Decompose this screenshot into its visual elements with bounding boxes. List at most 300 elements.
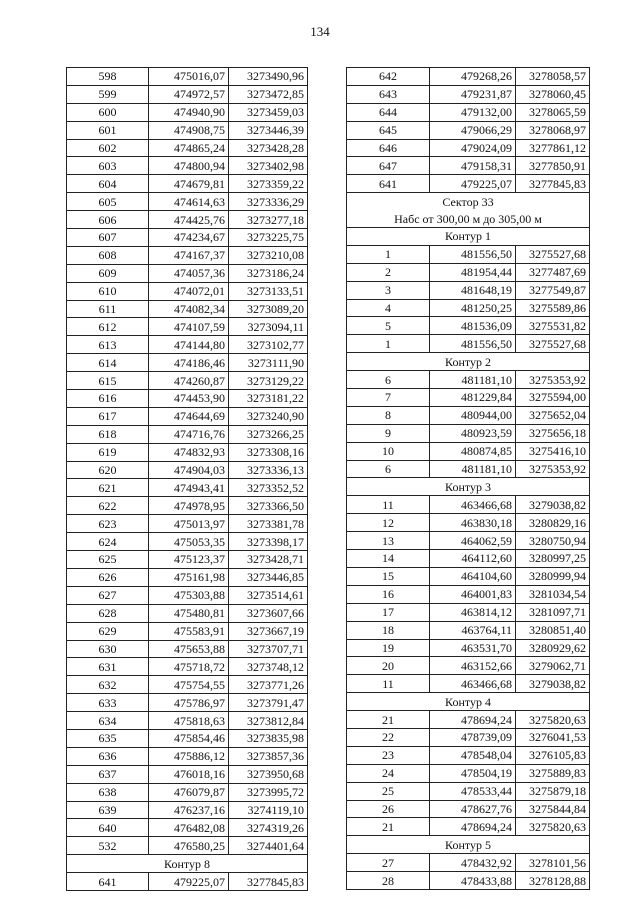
table-row: [347, 711, 590, 729]
x-coordinate-cell: 474453,90: [149, 390, 229, 408]
table-row: [347, 800, 590, 818]
table-row: [347, 567, 590, 585]
x-coordinate-cell: 475786,97: [149, 694, 229, 712]
y-coordinate-cell: 3273277,18: [229, 211, 308, 229]
table-row: [67, 425, 308, 443]
y-coordinate-cell: 3277549,87: [516, 281, 590, 299]
table-row: [67, 282, 308, 300]
y-coordinate-cell: 3280851,40: [516, 621, 590, 639]
y-coordinate-cell: 3273089,20: [229, 300, 308, 318]
y-coordinate-cell: 3275353,92: [516, 460, 590, 478]
table-row: [67, 85, 308, 103]
table-row: [347, 245, 590, 263]
table-row: [347, 299, 590, 317]
x-coordinate-cell: 475480,81: [149, 604, 229, 622]
x-coordinate-cell: 474082,34: [149, 300, 229, 318]
point-number-cell: 599: [67, 85, 149, 103]
point-number-cell: 6: [347, 371, 430, 389]
x-coordinate-cell: 475754,55: [149, 676, 229, 694]
point-number-cell: 6: [347, 460, 430, 478]
y-coordinate-cell: 3273995,72: [229, 783, 308, 801]
x-coordinate-cell: 474644,69: [149, 407, 229, 425]
x-coordinate-cell: 475303,88: [149, 586, 229, 604]
y-coordinate-cell: 3281097,71: [516, 603, 590, 621]
table-row: [347, 585, 590, 603]
y-coordinate-cell: 3273707,71: [229, 640, 308, 658]
point-number-cell: 621: [67, 479, 149, 497]
x-coordinate-cell: 476237,16: [149, 801, 229, 819]
y-coordinate-cell: 3277845,83: [516, 175, 590, 193]
y-coordinate-cell: 3273102,77: [229, 336, 308, 354]
y-coordinate-cell: 3279038,82: [516, 496, 590, 514]
y-coordinate-cell: 3274319,26: [229, 819, 308, 837]
point-number-cell: 635: [67, 729, 149, 747]
point-number-cell: 21: [347, 711, 430, 729]
y-coordinate-cell: 3273094,11: [229, 318, 308, 336]
point-number-cell: 20: [347, 657, 430, 675]
point-number-cell: 630: [67, 640, 149, 658]
point-number-cell: 633: [67, 694, 149, 712]
point-number-cell: 616: [67, 390, 149, 408]
point-number-cell: 613: [67, 336, 149, 354]
table-row: [67, 479, 308, 497]
y-coordinate-cell: 3273366,50: [229, 497, 308, 515]
table-row: [67, 443, 308, 461]
point-number-cell: 607: [67, 229, 149, 247]
x-coordinate-cell: 475123,37: [149, 551, 229, 569]
y-coordinate-cell: 3280997,25: [516, 550, 590, 568]
y-coordinate-cell: 3275820,63: [516, 711, 590, 729]
table-row: [67, 873, 308, 891]
point-number-cell: 604: [67, 175, 149, 193]
x-coordinate-cell: 481954,44: [430, 263, 516, 281]
section-header-row: [347, 693, 590, 711]
table-row: [347, 68, 590, 86]
x-coordinate-cell: 475161,98: [149, 568, 229, 586]
point-number-cell: 645: [347, 121, 430, 139]
y-coordinate-cell: 3277487,69: [516, 263, 590, 281]
point-number-cell: 610: [67, 282, 149, 300]
point-number-cell: 620: [67, 461, 149, 479]
section-header-row: [347, 478, 590, 496]
table-row: [347, 872, 590, 890]
y-coordinate-cell: 3273514,61: [229, 586, 308, 604]
y-coordinate-cell: 3275652,04: [516, 406, 590, 424]
y-coordinate-cell: 3273607,66: [229, 604, 308, 622]
point-number-cell: 602: [67, 139, 149, 157]
x-coordinate-cell: 474072,01: [149, 282, 229, 300]
table-row: [67, 157, 308, 175]
y-coordinate-cell: 3275820,63: [516, 818, 590, 836]
point-number-cell: 1: [347, 335, 430, 353]
x-coordinate-cell: 474908,75: [149, 121, 229, 139]
x-coordinate-cell: 474943,41: [149, 479, 229, 497]
point-number-cell: 626: [67, 568, 149, 586]
point-number-cell: 22: [347, 728, 430, 746]
y-coordinate-cell: 3273667,19: [229, 622, 308, 640]
x-coordinate-cell: 474978,95: [149, 497, 229, 515]
section-header-row: [347, 210, 590, 227]
x-coordinate-cell: 479024,09: [430, 139, 516, 157]
table-row: [347, 335, 590, 353]
section-header-cell: Контур 4: [347, 693, 590, 711]
y-coordinate-cell: 3277850,91: [516, 157, 590, 175]
y-coordinate-cell: 3273446,85: [229, 568, 308, 586]
x-coordinate-cell: 481229,84: [430, 389, 516, 407]
point-number-cell: 12: [347, 514, 430, 532]
table-row: [67, 837, 308, 855]
point-number-cell: 18: [347, 621, 430, 639]
y-coordinate-cell: 3273402,98: [229, 157, 308, 175]
point-number-cell: 4: [347, 299, 430, 317]
table-row: [67, 354, 308, 372]
x-coordinate-cell: 474865,24: [149, 139, 229, 157]
y-coordinate-cell: 3273381,78: [229, 515, 308, 533]
y-coordinate-cell: 3280999,94: [516, 567, 590, 585]
x-coordinate-cell: 475583,91: [149, 622, 229, 640]
y-coordinate-cell: 3278060,45: [516, 85, 590, 103]
x-coordinate-cell: 463814,12: [430, 603, 516, 621]
point-number-cell: 14: [347, 550, 430, 568]
y-coordinate-cell: 3275527,68: [516, 335, 590, 353]
point-number-cell: 611: [67, 300, 149, 318]
table-row: [347, 263, 590, 281]
table-row: [67, 729, 308, 747]
x-coordinate-cell: 476482,08: [149, 819, 229, 837]
y-coordinate-cell: 3275353,92: [516, 371, 590, 389]
table-row: [347, 639, 590, 657]
x-coordinate-cell: 478694,24: [430, 711, 516, 729]
y-coordinate-cell: 3273446,39: [229, 121, 308, 139]
y-coordinate-cell: 3273133,51: [229, 282, 308, 300]
y-coordinate-cell: 3273835,98: [229, 729, 308, 747]
table-row: [347, 603, 590, 621]
y-coordinate-cell: 3274401,64: [229, 837, 308, 855]
table-row: [67, 68, 308, 86]
point-number-cell: 609: [67, 264, 149, 282]
point-number-cell: 632: [67, 676, 149, 694]
point-number-cell: 641: [347, 175, 430, 193]
x-coordinate-cell: 475013,97: [149, 515, 229, 533]
y-coordinate-cell: 3273111,90: [229, 354, 308, 372]
point-number-cell: 634: [67, 712, 149, 730]
point-number-cell: 617: [67, 407, 149, 425]
x-coordinate-cell: 481181,10: [430, 371, 516, 389]
x-coordinate-cell: 479158,31: [430, 157, 516, 175]
section-header-cell: Контур 5: [347, 836, 590, 854]
y-coordinate-cell: 3280929,62: [516, 639, 590, 657]
table-row: [67, 264, 308, 282]
table-row: [347, 157, 590, 175]
table-row: [347, 317, 590, 335]
y-coordinate-cell: 3275844,84: [516, 800, 590, 818]
table-row: [347, 85, 590, 103]
point-number-cell: 637: [67, 765, 149, 783]
point-number-cell: 1: [347, 245, 430, 263]
table-row: [347, 389, 590, 407]
point-number-cell: 26: [347, 800, 430, 818]
x-coordinate-cell: 478548,04: [430, 746, 516, 764]
x-coordinate-cell: 478504,19: [430, 764, 516, 782]
section-header-row: [347, 228, 590, 246]
x-coordinate-cell: 478739,09: [430, 728, 516, 746]
section-header-cell: Набс от 300,00 м до 305,00 м: [347, 210, 590, 227]
y-coordinate-cell: 3277845,83: [229, 873, 308, 891]
x-coordinate-cell: 474614,63: [149, 193, 229, 211]
x-coordinate-cell: 475854,46: [149, 729, 229, 747]
x-coordinate-cell: 479225,07: [430, 175, 516, 193]
x-coordinate-cell: 474679,81: [149, 175, 229, 193]
point-number-cell: 24: [347, 764, 430, 782]
table-row: [67, 801, 308, 819]
x-coordinate-cell: 481536,09: [430, 317, 516, 335]
x-coordinate-cell: 463152,66: [430, 657, 516, 675]
table-row: [67, 175, 308, 193]
point-number-cell: 15: [347, 567, 430, 585]
point-number-cell: 601: [67, 121, 149, 139]
y-coordinate-cell: 3279038,82: [516, 675, 590, 693]
y-coordinate-cell: 3275527,68: [516, 245, 590, 263]
x-coordinate-cell: 463764,11: [430, 621, 516, 639]
section-header-row: [67, 855, 308, 873]
table-row: [347, 764, 590, 782]
y-coordinate-cell: 3273428,28: [229, 139, 308, 157]
point-number-cell: 623: [67, 515, 149, 533]
table-row: [347, 621, 590, 639]
y-coordinate-cell: 3274119,10: [229, 801, 308, 819]
y-coordinate-cell: 3275656,18: [516, 424, 590, 442]
x-coordinate-cell: 464062,59: [430, 532, 516, 550]
y-coordinate-cell: 3277861,12: [516, 139, 590, 157]
y-coordinate-cell: 3273748,12: [229, 658, 308, 676]
table-row: [67, 783, 308, 801]
x-coordinate-cell: 478432,92: [430, 854, 516, 872]
table-row: [67, 568, 308, 586]
point-number-cell: 636: [67, 747, 149, 765]
y-coordinate-cell: 3280750,94: [516, 532, 590, 550]
y-coordinate-cell: 3281034,54: [516, 585, 590, 603]
y-coordinate-cell: 3278065,59: [516, 103, 590, 121]
x-coordinate-cell: 464104,60: [430, 567, 516, 585]
y-coordinate-cell: 3273308,16: [229, 443, 308, 461]
x-coordinate-cell: 475818,63: [149, 712, 229, 730]
y-coordinate-cell: 3278068,97: [516, 121, 590, 139]
point-number-cell: 615: [67, 372, 149, 390]
point-number-cell: 8: [347, 406, 430, 424]
y-coordinate-cell: 3278128,88: [516, 872, 590, 890]
point-number-cell: 598: [67, 68, 149, 86]
table-row: [67, 229, 308, 247]
point-number-cell: 629: [67, 622, 149, 640]
y-coordinate-cell: 3275531,82: [516, 317, 590, 335]
table-row: [67, 461, 308, 479]
y-coordinate-cell: 3276105,83: [516, 746, 590, 764]
table-row: [67, 765, 308, 783]
x-coordinate-cell: 481556,50: [430, 335, 516, 353]
x-coordinate-cell: 474057,36: [149, 264, 229, 282]
x-coordinate-cell: 474186,46: [149, 354, 229, 372]
table-row: [67, 139, 308, 157]
y-coordinate-cell: 3273210,08: [229, 246, 308, 264]
x-coordinate-cell: 480923,59: [430, 424, 516, 442]
table-row: [67, 819, 308, 837]
y-coordinate-cell: 3273398,17: [229, 533, 308, 551]
table-row: [67, 103, 308, 121]
table-row: [67, 407, 308, 425]
y-coordinate-cell: 3275589,86: [516, 299, 590, 317]
table-row: [67, 747, 308, 765]
point-number-cell: 11: [347, 675, 430, 693]
x-coordinate-cell: 474260,87: [149, 372, 229, 390]
y-coordinate-cell: 3276041,53: [516, 728, 590, 746]
table-row: [347, 121, 590, 139]
table-row: [347, 728, 590, 746]
x-coordinate-cell: 481250,25: [430, 299, 516, 317]
table-row: [347, 139, 590, 157]
y-coordinate-cell: 3273857,36: [229, 747, 308, 765]
table-row: [347, 675, 590, 693]
table-row: [67, 676, 308, 694]
table-row: [67, 193, 308, 211]
point-number-cell: 624: [67, 533, 149, 551]
x-coordinate-cell: 480874,85: [430, 442, 516, 460]
y-coordinate-cell: 3280829,16: [516, 514, 590, 532]
point-number-cell: 2: [347, 263, 430, 281]
table-row: [67, 586, 308, 604]
point-number-cell: 13: [347, 532, 430, 550]
section-header-cell: Контур 3: [347, 478, 590, 496]
x-coordinate-cell: 474167,37: [149, 246, 229, 264]
table-row: [347, 424, 590, 442]
y-coordinate-cell: 3275889,83: [516, 764, 590, 782]
table-row: [347, 818, 590, 836]
y-coordinate-cell: 3275416,10: [516, 442, 590, 460]
table-row: [347, 496, 590, 514]
y-coordinate-cell: 3278101,56: [516, 854, 590, 872]
point-number-cell: 16: [347, 585, 430, 603]
x-coordinate-cell: 474107,59: [149, 318, 229, 336]
x-coordinate-cell: 474716,76: [149, 425, 229, 443]
x-coordinate-cell: 478433,88: [430, 872, 516, 890]
point-number-cell: 23: [347, 746, 430, 764]
x-coordinate-cell: 464001,83: [430, 585, 516, 603]
point-number-cell: 19: [347, 639, 430, 657]
x-coordinate-cell: 474972,57: [149, 85, 229, 103]
point-number-cell: 600: [67, 103, 149, 121]
y-coordinate-cell: 3273791,47: [229, 694, 308, 712]
x-coordinate-cell: 481556,50: [430, 245, 516, 263]
point-number-cell: 639: [67, 801, 149, 819]
x-coordinate-cell: 474832,93: [149, 443, 229, 461]
x-coordinate-cell: 474144,80: [149, 336, 229, 354]
x-coordinate-cell: 463466,68: [430, 496, 516, 514]
y-coordinate-cell: 3273359,22: [229, 175, 308, 193]
point-number-cell: 11: [347, 496, 430, 514]
table-row: [347, 460, 590, 478]
point-number-cell: 25: [347, 782, 430, 800]
point-number-cell: 627: [67, 586, 149, 604]
point-number-cell: 10: [347, 442, 430, 460]
section-header-row: [347, 193, 590, 210]
point-number-cell: 625: [67, 551, 149, 569]
table-row: [347, 550, 590, 568]
x-coordinate-cell: 463531,70: [430, 639, 516, 657]
section-header-cell: Контур 8: [67, 855, 308, 873]
table-row: [347, 406, 590, 424]
point-number-cell: 612: [67, 318, 149, 336]
point-number-cell: 628: [67, 604, 149, 622]
x-coordinate-cell: 478627,76: [430, 800, 516, 818]
table-row: [67, 604, 308, 622]
table-row: [347, 514, 590, 532]
table-row: [67, 551, 308, 569]
table-row: [67, 658, 308, 676]
x-coordinate-cell: 480944,00: [430, 406, 516, 424]
x-coordinate-cell: 476580,25: [149, 837, 229, 855]
table-row: [67, 336, 308, 354]
x-coordinate-cell: 475053,35: [149, 533, 229, 551]
table-row: [67, 533, 308, 551]
y-coordinate-cell: 3273771,26: [229, 676, 308, 694]
point-number-cell: 641: [67, 873, 149, 891]
x-coordinate-cell: 474940,90: [149, 103, 229, 121]
table-row: [347, 175, 590, 193]
table-row: [347, 532, 590, 550]
table-row: [67, 121, 308, 139]
x-coordinate-cell: 475718,72: [149, 658, 229, 676]
point-number-cell: 644: [347, 103, 430, 121]
x-coordinate-cell: 478694,24: [430, 818, 516, 836]
point-number-cell: 608: [67, 246, 149, 264]
section-header-cell: Контур 1: [347, 228, 590, 246]
page-number: 134: [310, 24, 330, 39]
point-number-cell: 642: [347, 68, 430, 86]
table-row: [347, 657, 590, 675]
point-number-cell: 614: [67, 354, 149, 372]
x-coordinate-cell: 474425,76: [149, 211, 229, 229]
section-header-cell: Сектор 33: [347, 193, 590, 210]
table-row: [347, 371, 590, 389]
point-number-cell: 631: [67, 658, 149, 676]
y-coordinate-cell: 3273129,22: [229, 372, 308, 390]
y-coordinate-cell: 3279062,71: [516, 657, 590, 675]
table-row: [67, 372, 308, 390]
y-coordinate-cell: 3273459,03: [229, 103, 308, 121]
x-coordinate-cell: 463830,18: [430, 514, 516, 532]
table-row: [67, 640, 308, 658]
y-coordinate-cell: 3273240,90: [229, 407, 308, 425]
point-number-cell: 605: [67, 193, 149, 211]
y-coordinate-cell: 3273812,84: [229, 712, 308, 730]
y-coordinate-cell: 3273225,75: [229, 229, 308, 247]
table-row: [67, 390, 308, 408]
coordinates-table-left: [66, 67, 308, 891]
point-number-cell: 28: [347, 872, 430, 890]
x-coordinate-cell: 479066,29: [430, 121, 516, 139]
table-row: [347, 442, 590, 460]
x-coordinate-cell: 475016,07: [149, 68, 229, 86]
table-row: [347, 746, 590, 764]
point-number-cell: 3: [347, 281, 430, 299]
point-number-cell: 643: [347, 85, 430, 103]
table-row: [347, 281, 590, 299]
table-row: [67, 712, 308, 730]
x-coordinate-cell: 464112,60: [430, 550, 516, 568]
point-number-cell: 638: [67, 783, 149, 801]
point-number-cell: 646: [347, 139, 430, 157]
y-coordinate-cell: 3273950,68: [229, 765, 308, 783]
point-number-cell: 619: [67, 443, 149, 461]
